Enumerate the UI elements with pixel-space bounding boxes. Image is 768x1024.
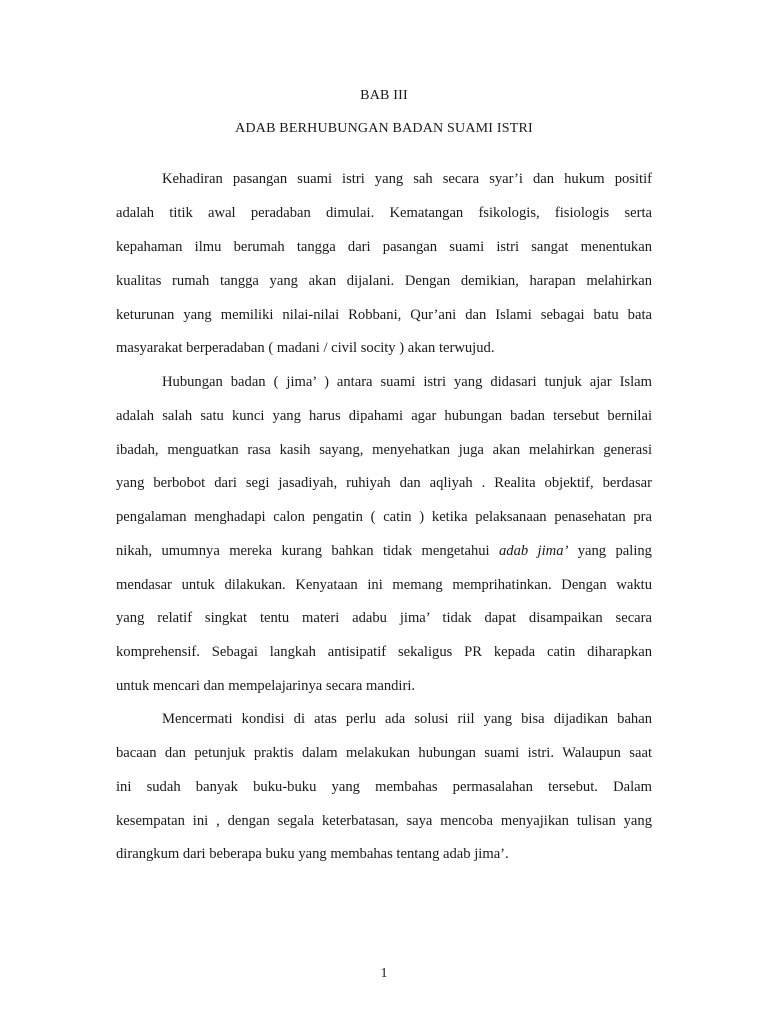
chapter-title: ADAB BERHUBUNGAN BADAN SUAMI ISTRI: [235, 121, 533, 136]
line-text-before: nikah, umumnya mereka kurang bahkan tidak mengetahui: [116, 543, 499, 559]
paragraph-2-line-10: untuk mencari dan mempelajarinya secara mandiri.: [116, 678, 416, 694]
adab-jima-emphasis: adab jima’: [498, 543, 569, 559]
paragraph-1-line-4: kualitas rumah tangga yang akan dijalani. Dengan demikian, harapan melahirkan: [116, 273, 652, 289]
paragraph-1-line-3: kepahaman ilmu berumah tangga dari pasangan suami istri sangat menentukan: [116, 239, 652, 255]
paragraph-3-line-3: ini sudah banyak buku-buku yang membahas permasalahan tersebut. Dalam: [116, 779, 652, 795]
paragraph-2-line-9: komprehensif. Sebagai langkah antisipatif sekaligus PR kepada catin diharapkan: [116, 644, 652, 660]
paragraph-3-line-5: dirangkum dari beberapa buku yang membahas tentang adab jima’.: [116, 846, 509, 862]
paragraph-2-line-4: yang berbobot dari segi jasadiyah, ruhiyah dan aqliyah . Realita objektif, berdasar: [116, 475, 652, 491]
paragraph-1-line-5: keturunan yang memiliki nilai-nilai Robbani, Qur’ani dan Islami sebagai batu bata: [116, 307, 652, 323]
paragraph-1-line-1: Kehadiran pasangan suami istri yang sah secara syar’i dan hukum positif: [162, 171, 652, 187]
paragraph-1-line-2: adalah titik awal peradaban dimulai. Kematangan fsikologis, fisiologis serta: [116, 205, 652, 221]
paragraph-3-line-1: Mencermati kondisi di atas perlu ada solusi riil yang bisa dijadikan bahan: [162, 711, 652, 727]
page-number: 1: [380, 966, 388, 981]
line-text-after: yang paling: [568, 543, 652, 559]
paragraph-2-line-2: adalah salah satu kunci yang harus dipahami agar hubungan badan tersebut bernilai: [116, 408, 652, 424]
paragraph-1-line-6: masyarakat berperadaban ( madani / civil socity ) akan terwujud.: [116, 340, 495, 356]
paragraph-2-line-5: pengalaman menghadapi calon pengatin ( catin ) ketika pelaksanaan penasehatan pra: [116, 509, 652, 525]
paragraph-2-line-6: [116, 542, 652, 560]
paragraph-3-line-2: bacaan dan petunjuk praktis dalam melakukan hubungan suami istri. Walaupun saat: [116, 745, 652, 761]
paragraph-2-line-8: yang relatif singkat tentu materi adabu jima’ tidak dapat disampaikan secara: [116, 610, 652, 626]
paragraph-3-line-4: kesempatan ini , dengan segala keterbatasan, saya mencoba menyajikan tulisan yang: [116, 813, 652, 829]
paragraph-2-line-7: mendasar untuk dilakukan. Kenyataan ini memang memprihatinkan. Dengan waktu: [116, 577, 652, 593]
paragraph-2-line-3: ibadah, menguatkan rasa kasih sayang, menyehatkan juga akan melahirkan generasi: [116, 442, 652, 458]
chapter-label: BAB III: [360, 88, 408, 103]
paragraph-2-line-1: Hubungan badan ( jima’ ) antara suami istri yang didasari tunjuk ajar Islam: [162, 374, 652, 390]
